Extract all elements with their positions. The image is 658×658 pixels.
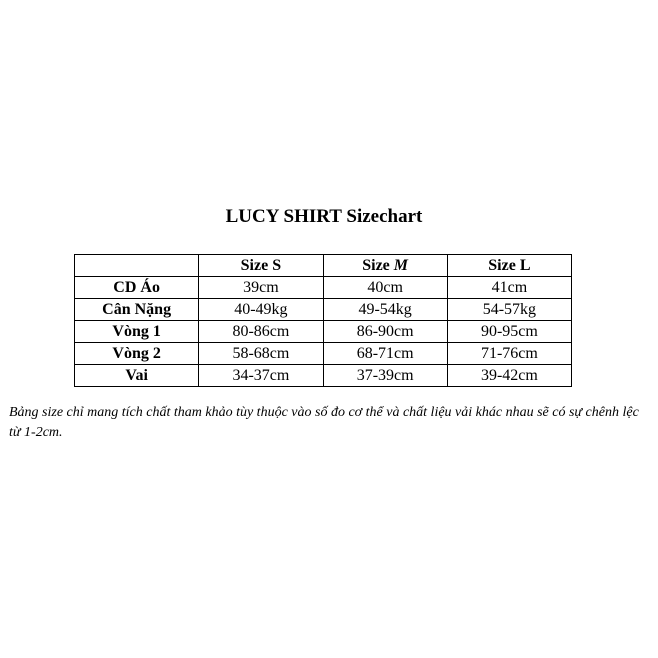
disclaimer-note: Bảng size chỉ mang tích chất tham khảo tùy thuộc vào số đo cơ thể và chất liệu vải khác nhau sẽ có sự chênh lệc từ 1-2cm. [9, 405, 639, 440]
page-title: LUCY SHIRT Sizechart [225, 206, 423, 227]
row-label: Vòng 2 [75, 343, 199, 365]
cell-size-m: 68-71cm [323, 343, 447, 365]
cell-size-l: 54-57kg [447, 299, 571, 321]
cell-size-s: 80-86cm [199, 321, 323, 343]
table-row [75, 365, 572, 387]
row-label: CD Áo [75, 277, 199, 299]
cell-size-m: 49-54kg [323, 299, 447, 321]
size-chart-table [74, 254, 572, 387]
cell-size-s: 39cm [199, 277, 323, 299]
header-size-s: Size S [199, 255, 323, 277]
cell-size-s: 58-68cm [199, 343, 323, 365]
table-row [75, 321, 572, 343]
cell-size-m: 40cm [323, 277, 447, 299]
cell-size-l: 90-95cm [447, 321, 571, 343]
cell-size-s: 40-49kg [199, 299, 323, 321]
row-label: Cân Nặng [75, 299, 199, 321]
header-empty-cell [75, 255, 199, 277]
table-row [75, 277, 572, 299]
row-label: Vai [75, 365, 199, 387]
cell-size-l: 41cm [447, 277, 571, 299]
table-row [75, 299, 572, 321]
header-size-m-letter: M [393, 256, 409, 274]
cell-size-m: 37-39cm [323, 365, 447, 387]
table-header-row [75, 255, 572, 277]
table-row [75, 343, 572, 365]
cell-size-l: 71-76cm [447, 343, 571, 365]
header-size-m [323, 255, 447, 277]
header-size-l: Size L [447, 255, 571, 277]
cell-size-l: 39-42cm [447, 365, 571, 387]
header-size-m-prefix: Size [362, 256, 394, 274]
row-label: Vòng 1 [75, 321, 199, 343]
cell-size-s: 34-37cm [199, 365, 323, 387]
cell-size-m: 86-90cm [323, 321, 447, 343]
